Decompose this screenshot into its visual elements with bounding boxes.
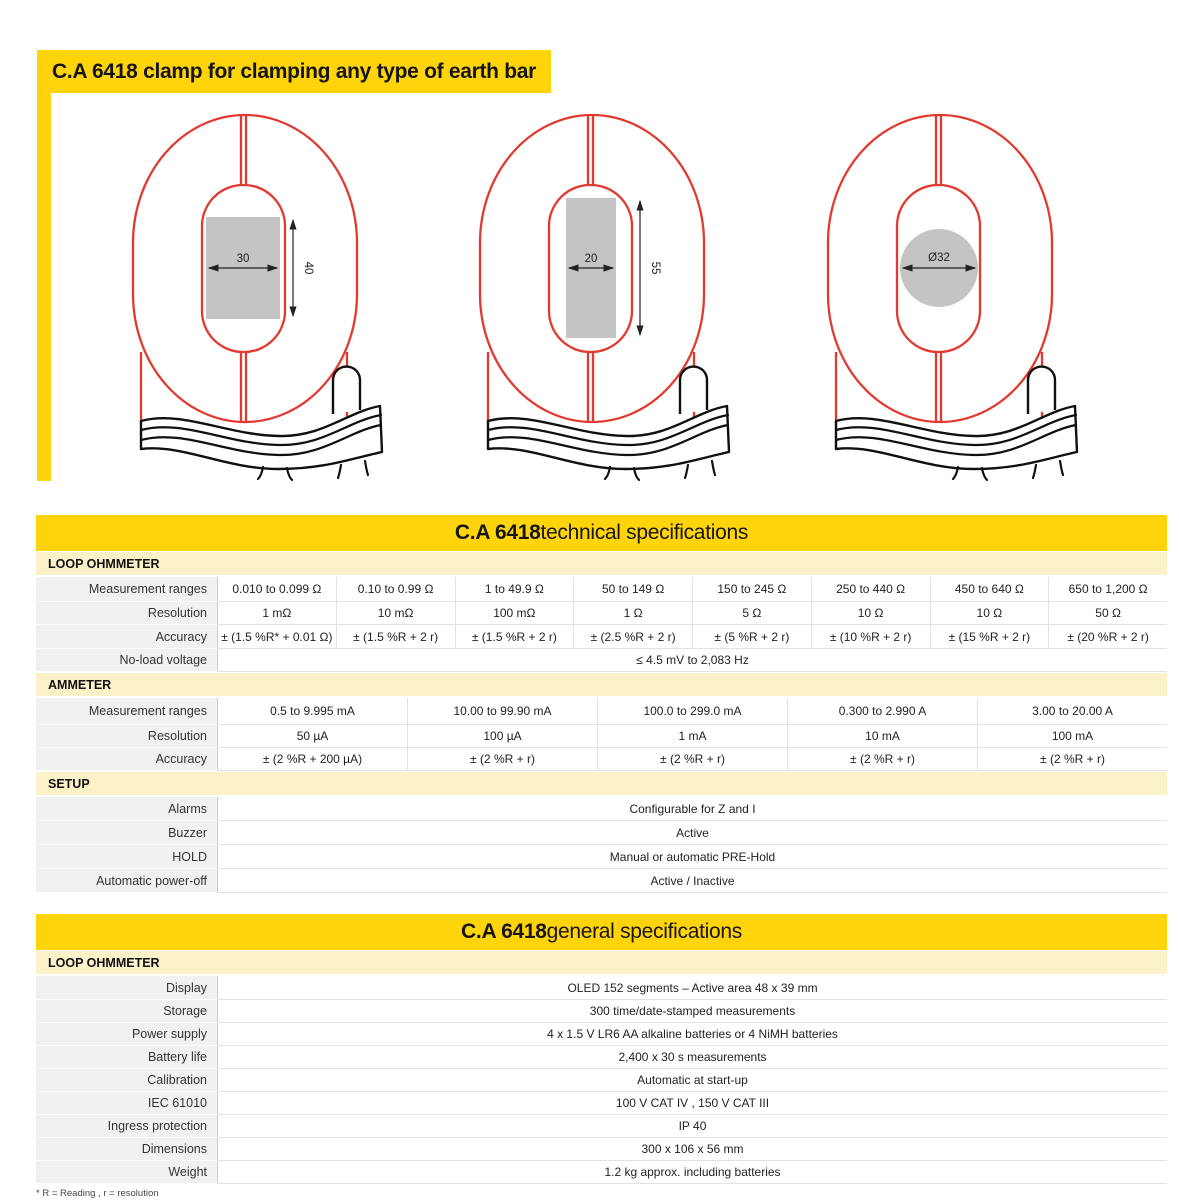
spec-cell: 1 Ω (574, 602, 693, 625)
clamp-drawing (468, 112, 768, 492)
spec-cell: ± (2 %R + 200 µA) (218, 748, 408, 771)
row-label: Accuracy (36, 748, 218, 771)
table-row (36, 602, 1167, 625)
spec-cell-span: 100 V CAT IV , 150 V CAT III (218, 1092, 1167, 1115)
spec-cell-span: 300 time/date-stamped measurements (218, 1000, 1167, 1023)
spec-cell-span: 4 x 1.5 V LR6 AA alkaline batteries or 4 NiMH batteries (218, 1023, 1167, 1046)
technical-specifications-table (36, 515, 1167, 893)
spec-cell: 0.300 to 2.990 A (788, 698, 978, 725)
table-row (36, 845, 1167, 869)
spec-cell-span: OLED 152 segments – Active area 48 x 39 mm (218, 976, 1167, 1000)
row-label: Dimensions (36, 1138, 218, 1161)
spec-cell-span: Active / Inactive (218, 869, 1167, 893)
tech-table-title (36, 515, 1167, 551)
width-dimension-label: 30 (236, 253, 250, 265)
spec-cell: 450 to 640 Ω (931, 577, 1050, 602)
row-label: Automatic power-off (36, 869, 218, 893)
table-row (36, 797, 1167, 821)
width-dimension-label: 20 (584, 253, 598, 265)
spec-cell: ± (15 %R + 2 r) (931, 625, 1050, 649)
row-label: Resolution (36, 725, 218, 748)
table-row (36, 1115, 1167, 1138)
spec-cell: 150 to 245 Ω (693, 577, 812, 602)
spec-cell: 100 mA (978, 725, 1167, 748)
table-row (36, 1023, 1167, 1046)
spec-cell: 1 to 49.9 Ω (456, 577, 575, 602)
spec-cell: 50 µA (218, 725, 408, 748)
table-row (36, 1000, 1167, 1023)
diameter-dimension-label: Ø32 (928, 252, 950, 264)
spec-cell: 1 mΩ (218, 602, 337, 625)
spec-cell: 100 mΩ (456, 602, 575, 625)
spec-cell: ± (10 %R + 2 r) (812, 625, 931, 649)
section-setup: SETUP (36, 772, 1167, 795)
row-label: Power supply (36, 1023, 218, 1046)
earth-bar-post (333, 367, 360, 414)
spec-cell: 50 Ω (1049, 602, 1167, 625)
spec-cell: 10.00 to 99.90 mA (408, 698, 598, 725)
row-label: Calibration (36, 1069, 218, 1092)
table-row (36, 725, 1167, 748)
tech-table-title-text: technical specifications (540, 521, 749, 544)
spec-cell-span: Automatic at start-up (218, 1069, 1167, 1092)
height-dimension-label: 55 (649, 261, 661, 275)
tech-table-title-model: C.A 6418 (454, 521, 541, 544)
spec-cell: ± (5 %R + 2 r) (693, 625, 812, 649)
row-label: Battery life (36, 1046, 218, 1069)
table-row (36, 1138, 1167, 1161)
spec-cell: 50 to 149 Ω (574, 577, 693, 602)
row-label: Storage (36, 1000, 218, 1023)
spec-cell: 1 mA (598, 725, 788, 748)
clamp-diagram-round-32 (816, 112, 1116, 492)
row-label: Accuracy (36, 625, 218, 649)
general-specifications-table (36, 914, 1167, 1184)
table-row (36, 976, 1167, 1000)
page-title-banner: C.A 6418 clamp for clamping any type of earth bar (37, 50, 551, 93)
yellow-side-bar (37, 92, 51, 481)
row-label: No-load voltage (36, 649, 218, 672)
spec-cell: 0.5 to 9.995 mA (218, 698, 408, 725)
section-loop-ohmmeter-general: LOOP OHMMETER (36, 951, 1167, 974)
spec-cell: ± (2 %R + r) (978, 748, 1167, 771)
tables-area (36, 515, 1167, 1199)
spec-cell: ± (2 %R + r) (598, 748, 788, 771)
spec-cell: 10 Ω (931, 602, 1050, 625)
spec-cell-span: 2,400 x 30 s measurements (218, 1046, 1167, 1069)
row-label: Weight (36, 1161, 218, 1184)
row-label: Measurement ranges (36, 698, 218, 725)
table-row (36, 577, 1167, 602)
spec-cell: 100 µA (408, 725, 598, 748)
row-label: IEC 61010 (36, 1092, 218, 1115)
general-table-title-model: C.A 6418 (461, 920, 547, 943)
table-row (36, 1161, 1167, 1184)
spec-cell-span: 1.2 kg approx. including batteries (218, 1161, 1167, 1184)
clamp-drawing (121, 112, 421, 492)
spec-cell: 650 to 1,200 Ω (1049, 577, 1167, 602)
table-row (36, 1046, 1167, 1069)
spec-cell-span: Configurable for Z and I (218, 797, 1167, 821)
spec-cell: 100.0 to 299.0 mA (598, 698, 788, 725)
spec-cell: 10 mA (788, 725, 978, 748)
row-label: Measurement ranges (36, 577, 218, 602)
spec-cell: 0.10 to 0.99 Ω (337, 577, 456, 602)
table-row (36, 625, 1167, 649)
spec-cell: ± (2 %R + r) (788, 748, 978, 771)
table-row (36, 698, 1167, 725)
spec-cell: ± (1.5 %R* + 0.01 Ω) (218, 625, 337, 649)
spec-cell-span: Active (218, 821, 1167, 845)
row-label: Ingress protection (36, 1115, 218, 1138)
earth-bar-post (680, 367, 707, 414)
row-label: Buzzer (36, 821, 218, 845)
spec-cell-span: Manual or automatic PRE-Hold (218, 845, 1167, 869)
earth-bar-post (1028, 367, 1055, 414)
spec-cell: 10 mΩ (337, 602, 456, 625)
row-label: Display (36, 976, 218, 1000)
table-row (36, 1092, 1167, 1115)
clamp-diagram-rect-30x40 (121, 112, 421, 492)
footnote: * R = Reading , r = resolution (36, 1188, 159, 1199)
spec-cell-span: 300 x 106 x 56 mm (218, 1138, 1167, 1161)
table-row (36, 649, 1167, 672)
spec-cell-span: ≤ 4.5 mV to 2,083 Hz (218, 649, 1167, 672)
general-table-title (36, 914, 1167, 950)
table-row (36, 821, 1167, 845)
spec-cell: ± (2.5 %R + 2 r) (574, 625, 693, 649)
clamp-drawing (816, 112, 1116, 492)
spec-cell: ± (20 %R + 2 r) (1049, 625, 1167, 649)
spec-cell: ± (1.5 %R + 2 r) (456, 625, 575, 649)
spec-cell: 3.00 to 20.00 A (978, 698, 1167, 725)
general-table-title-text: general specifications (546, 920, 742, 943)
spec-cell: 250 to 440 Ω (812, 577, 931, 602)
spec-cell: ± (1.5 %R + 2 r) (337, 625, 456, 649)
spec-cell: 0.010 to 0.099 Ω (218, 577, 337, 602)
row-label: Alarms (36, 797, 218, 821)
table-row (36, 869, 1167, 893)
height-dimension-label: 40 (302, 261, 314, 275)
table-row (36, 748, 1167, 771)
spec-cell: 10 Ω (812, 602, 931, 625)
row-label: HOLD (36, 845, 218, 869)
section-ammeter: AMMETER (36, 673, 1167, 696)
spec-cell: ± (2 %R + r) (408, 748, 598, 771)
spec-cell: 5 Ω (693, 602, 812, 625)
spec-cell-span: IP 40 (218, 1115, 1167, 1138)
clamp-diagram-rect-20x55 (468, 112, 768, 492)
row-label: Resolution (36, 602, 218, 625)
table-row (36, 1069, 1167, 1092)
section-loop-ohmmeter: LOOP OHMMETER (36, 552, 1167, 575)
